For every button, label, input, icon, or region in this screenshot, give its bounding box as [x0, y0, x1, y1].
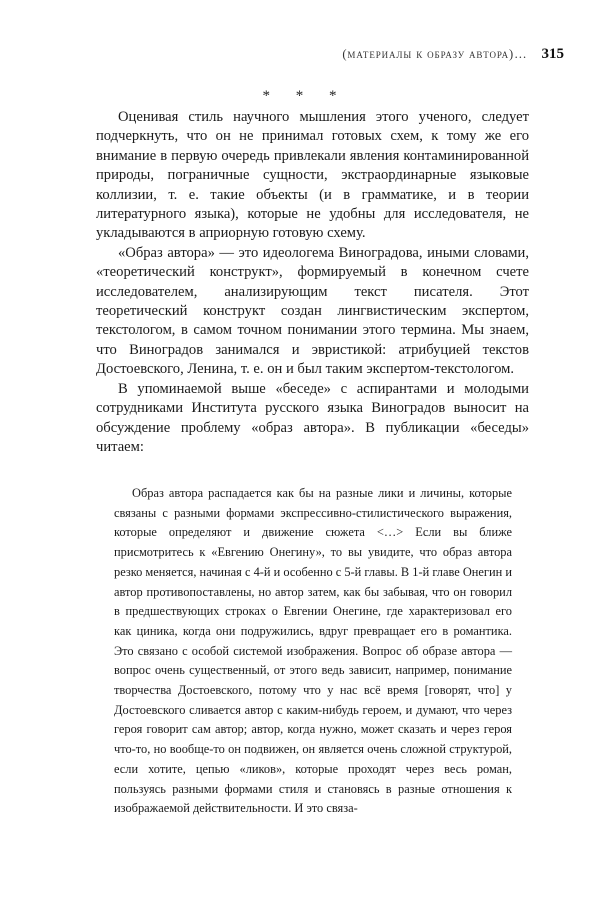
section-separator: * * *	[262, 88, 348, 104]
running-head: (материалы к образу автора)…	[342, 47, 528, 61]
paragraph-2: «Образ автора» — это идеологема Виноградова, иными словами, «теоретический конструкт», формируемый в конечном счете исследователем, анализирующим текст писателя. Этот теоретический конструкт создан лингвистическим экспертом, текстологом, в самом точном понимании этого термина. Мы знаем, что Виноградов занимался и эвристикой: атрибуцией текстов Достоевского, Ленина, т. е. он и был таким экспертом-текстологом.	[96, 244, 529, 378]
quote-text: Образ автора распадается как бы на разные лики и личины, которые связаны с разными формами экспрессивно-стилистического выражения, которые определяют и движение сюжета <…> Если вы ближе присмотритесь к «Евгению Онегину», то вы увидите, что образ автора резко меняется, начиная с 4-й и особенно с 5-й главы. В 1-й главе Онегин и автор противопоставлены, но автор затем, как бы забывая, что он говорил в предшествующих строках о Евгении Онегине, где характеризовал его как циника, когда они подружились, вдруг превращает его в романтика. Это связано с особой системой изображения. Вопрос об образе автора — вопрос очень существенный, от этого ведь зависит, например, понимание творчества Достоевского, потому что у нас всё время [говорят, что] у Достоевского сливается автор с каким-нибудь героем, и думают, что через героя говорит сам автор; автор, когда нужно, может сказать и через героя что-то, но вообще-то он подвижен, он является очень сложной структурой, если хотите, цепью «ликов», которые проходят через весь роман, пользуясь разными формами стиля и становясь в разные отношения к изображаемой действительности. И это связа-	[114, 486, 512, 816]
paragraph-1: Оценивая стиль научного мышления этого ученого, следует подчеркнуть, что он не принимал готовых схем, к тому же его внимание в первую очередь привлекали явления контаминированной природы, пограничные сущности, экстраординарные языковые коллизии, т. е. такие объекты (и в грамматике, и в теории литературного языка), которые не удобны для исследователя, не укладываются в априорную готовую схему.	[96, 109, 529, 242]
paragraph-3: В упоминаемой выше «беседе» с аспирантами и молодыми сотрудниками Института русского языка Виноградов выносит на обсуждение проблему «образ автора». В публикации «беседы» читаем:	[96, 380, 529, 455]
page-number: 315	[541, 46, 564, 62]
block-quote	[114, 484, 512, 819]
main-text	[96, 108, 529, 457]
page-header	[96, 46, 564, 63]
